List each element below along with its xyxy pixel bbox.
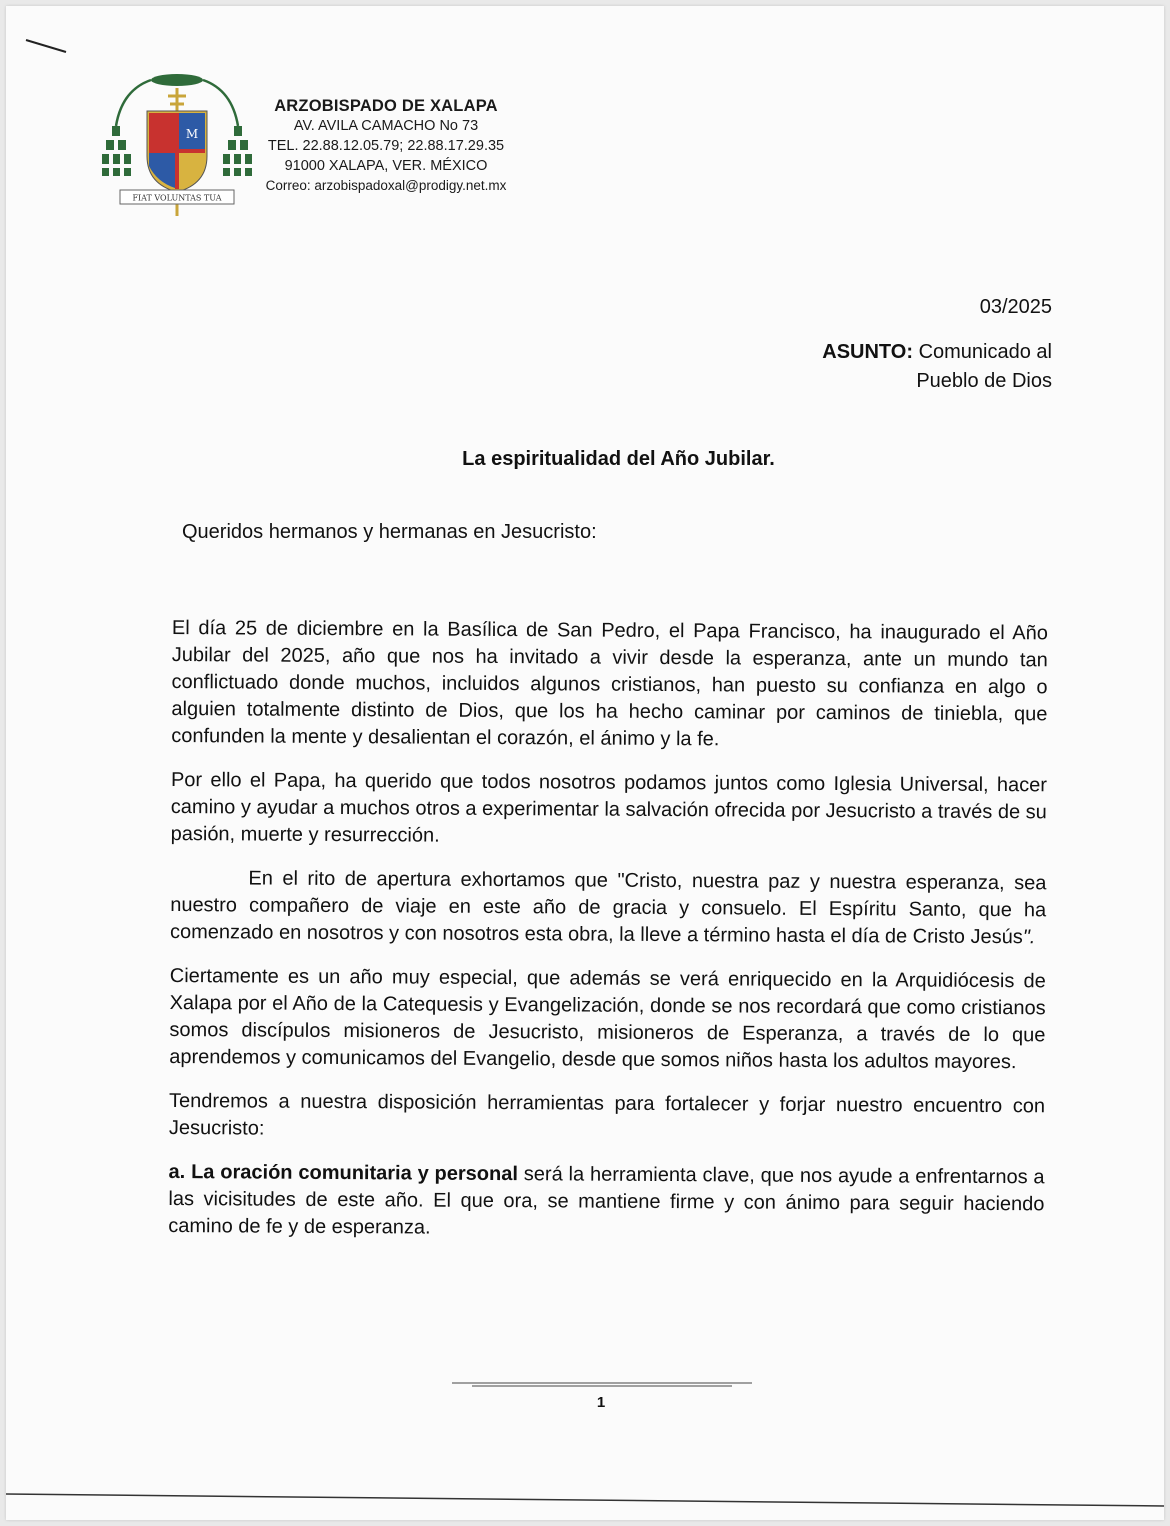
subject-line-2: Pueblo de Dios bbox=[916, 370, 1052, 392]
document-page bbox=[6, 6, 1164, 1520]
letter-body bbox=[168, 615, 1048, 1262]
footer-rule bbox=[452, 1382, 752, 1388]
list-item-text: será la herramienta clave, que nos ayude a enfrentarnos a las vicisitudes de este año. El que ora, se mantiene firme y con ánimo para seguir haciendo camino de fe y de esperanza. bbox=[168, 1163, 1045, 1239]
organization-name: ARZOBISPADO DE XALAPA bbox=[274, 97, 498, 115]
paragraph-list-item bbox=[168, 1159, 1044, 1245]
svg-text:FIAT VOLUNTAS TUA: FIAT VOLUNTAS TUA bbox=[132, 193, 222, 203]
archdiocese-coat-of-arms bbox=[102, 66, 252, 226]
paragraph: El día 25 de diciembre en la Basílica de San Pedro, el Papa Francisco, ha inaugurado el Año Jubilar del 2025, año que nos ha invitado a vivir desde la esperanza, ante un mundo tan conflictuado donde muchos, incluidos algunos cristianos, han puesto su confianza en algo o alguien totalmente distinto de Dios, que los ha hecho caminar por caminos de tiniebla, que confunden la mente y desalientan el corazón, el ánimo y la fe. bbox=[171, 616, 1048, 751]
subject-label: ASUNTO: bbox=[822, 341, 914, 363]
paragraph: Tendremos a nuestra disposición herramientas para fortalecer y forjar nuestro encuentro con Jesucristo: bbox=[168, 1089, 1046, 1140]
scan-edge-line bbox=[6, 1476, 1164, 1516]
paragraph: Por ello el Papa, ha querido que todos nosotros podamos juntos como Iglesia Universal, hacer camino y ayudar a muchos otros a experimentar la salvación ofrecida por Jesucristo a través de su pasión, muerte y resurrección. bbox=[170, 768, 1048, 847]
quote-text: En el rito de apertura exhortamos que "Cristo, nuestra paz y nuestra esperanza, sea nuestro compañero de viaje en este año de gracia y consuelo. El Espíritu Santo, que ha comenzado en nosotros y con nosotros esta obra, la lleve a término hasta el día de Cristo Jesús bbox=[169, 867, 1047, 949]
paragraph: Ciertamente es un año muy especial, que además se verá enriquecido en la Arquidiócesis de Xalapa por el Año de la Catequesis y Evangelización, donde se nos recordará que como cristianos somos discípulos misioneros de Jesucristo, misioneros de Esperanza, a través de lo que aprendemos y comunicamos del Evangelio, desde que somos niños hasta los adultos mayores. bbox=[169, 964, 1046, 1074]
reference-number: 03/2025 bbox=[979, 296, 1052, 318]
svg-text:M: M bbox=[185, 127, 199, 141]
page-number: 1 bbox=[596, 1394, 606, 1411]
scan-mark bbox=[24, 36, 74, 56]
subject-block bbox=[752, 338, 1052, 396]
email-contact: Correo: arzobispadoxal@prodigy.net.mx bbox=[265, 178, 507, 193]
salutation: Queridos hermanos y hermanas en Jesucristo: bbox=[182, 521, 597, 543]
address: AV. AVILA CAMACHO No 73 bbox=[293, 118, 479, 134]
paragraph-quote bbox=[170, 865, 1046, 951]
letterhead bbox=[236, 96, 536, 196]
quote-end: ". bbox=[1022, 926, 1036, 949]
city-postal: 91000 XALAPA, VER. MÉXICO bbox=[284, 158, 488, 174]
list-item-heading: a. La oración comunitaria y personal bbox=[168, 1160, 519, 1186]
document-title: La espiritualidad del Año Jubilar. bbox=[462, 448, 775, 470]
subject-line-1: Comunicado al bbox=[918, 341, 1052, 363]
phone-numbers: TEL. 22.88.12.05.79; 22.88.17.29.35 bbox=[267, 138, 505, 154]
